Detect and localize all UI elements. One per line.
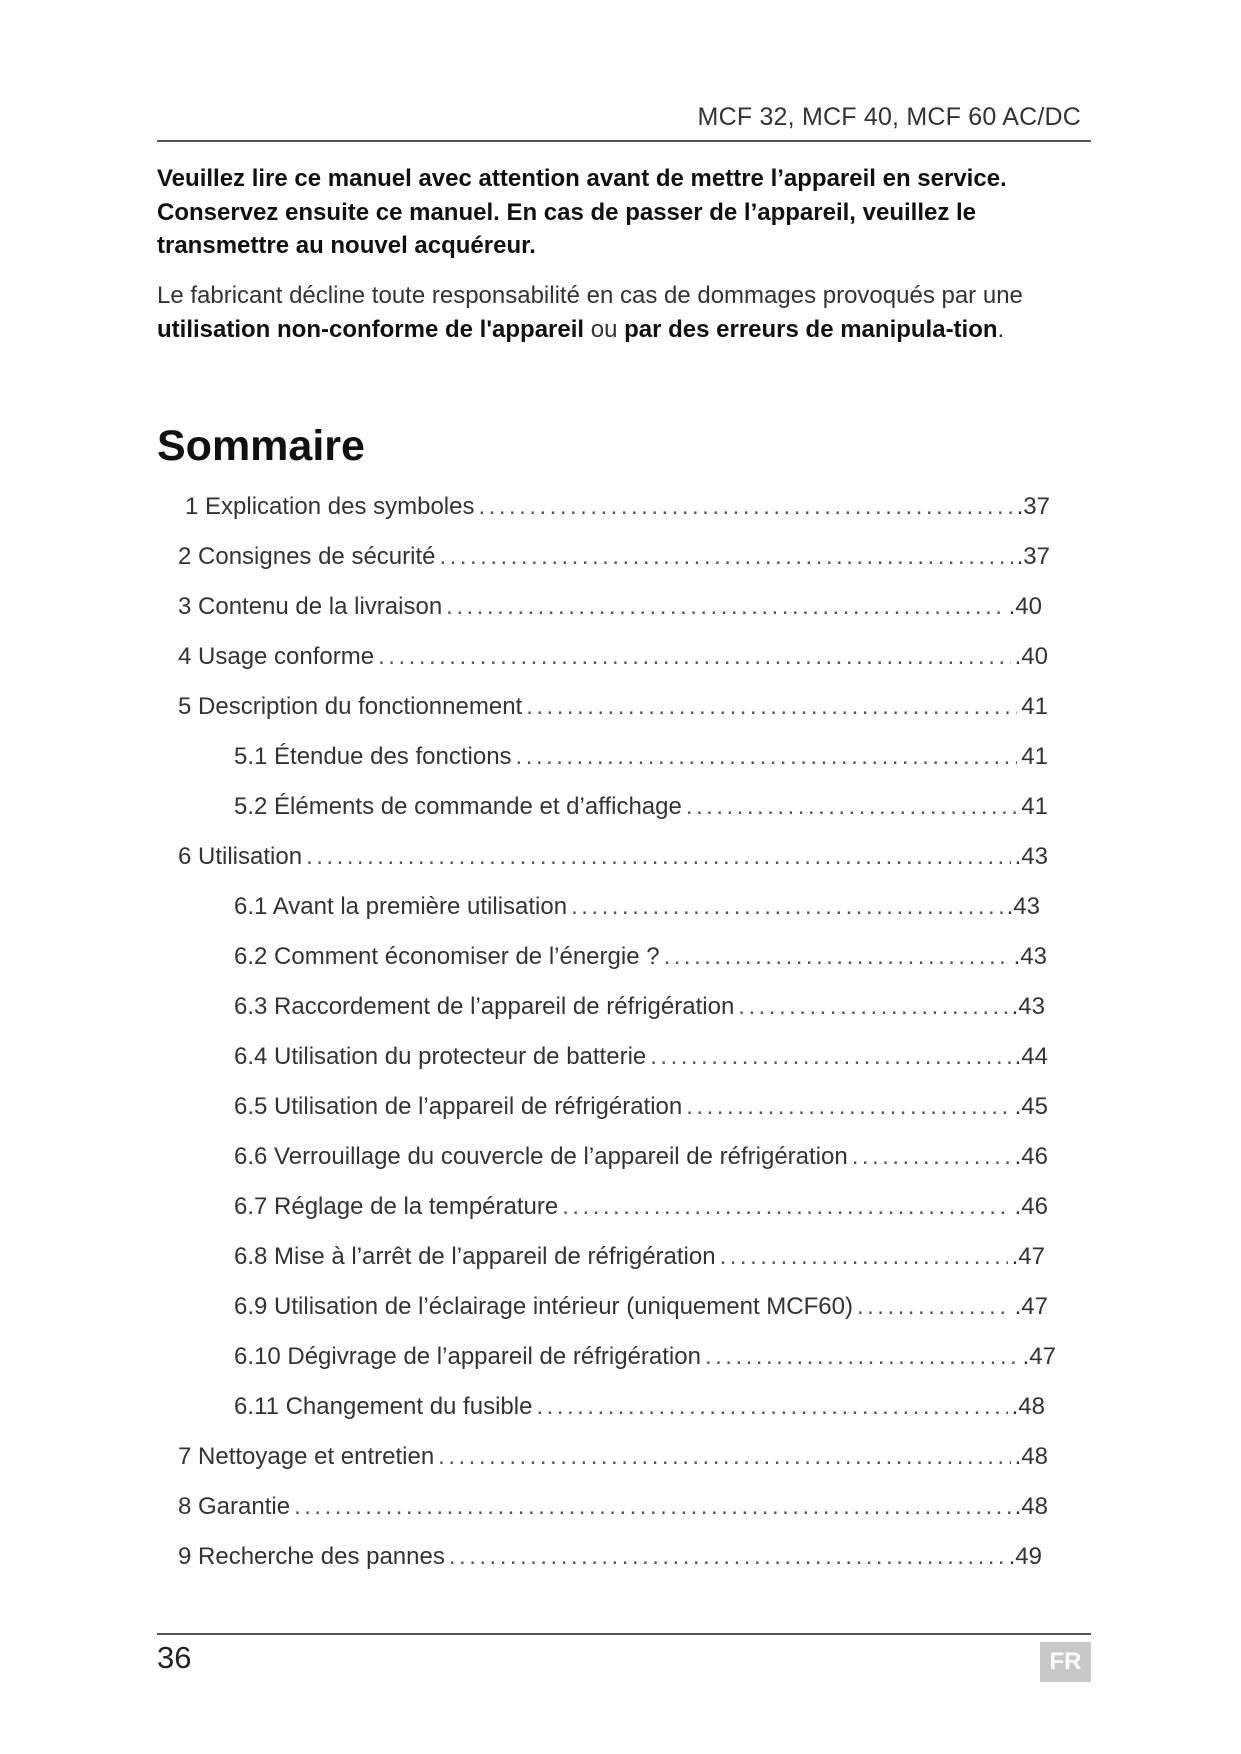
toc-leader-dots: [664, 940, 1010, 974]
toc-entry-page: .49: [1008, 1543, 1042, 1570]
toc-entry-page: 41: [1021, 693, 1048, 720]
toc-leader-dots: [562, 1190, 1010, 1224]
toc-entry-page: .46: [1014, 1193, 1048, 1220]
toc-leader-dots: [852, 1140, 1011, 1174]
toc-entry[interactable]: [178, 1440, 1048, 1474]
footer-divider: [157, 1633, 1091, 1635]
toc-leader-dots: [478, 490, 1012, 524]
disclaimer-bold-1: utilisation non-conforme de l'appareil: [157, 315, 585, 343]
toc-entry-page: .43: [1011, 993, 1045, 1020]
toc-entry-label: 3 Contenu de la livraison: [178, 593, 443, 620]
toc-leader-dots: [720, 1240, 1008, 1274]
toc-entry[interactable]: [178, 1490, 1048, 1524]
toc-entry[interactable]: [234, 740, 1048, 774]
toc-entry-page: .37: [1016, 543, 1050, 570]
toc-entry-page: .45: [1014, 1093, 1048, 1120]
toc-entry-page: .46: [1014, 1143, 1048, 1170]
toc-entry-page: .43: [1013, 943, 1047, 970]
toc-entry-label: 6.3 Raccordement de l’appareil de réfrigération: [234, 993, 735, 1020]
toc-entry[interactable]: [234, 1040, 1048, 1074]
document-header-title: MCF 32, MCF 40, MCF 60 AC/DC: [697, 103, 1081, 131]
toc-entry[interactable]: [178, 690, 1048, 724]
toc-entry[interactable]: [178, 540, 1050, 574]
toc-entry[interactable]: [234, 1390, 1045, 1424]
toc-entry-page: .43: [1006, 893, 1040, 920]
toc-entry[interactable]: [234, 1290, 1048, 1324]
toc-entry[interactable]: [234, 1190, 1048, 1224]
toc-entry-label: 6.4 Utilisation du protecteur de batterie: [234, 1043, 647, 1070]
toc-entry-label: 6.8 Mise à l’arrêt de l’appareil de réfrigération: [234, 1243, 716, 1270]
toc-entry[interactable]: [234, 890, 1040, 924]
toc-leader-dots: [857, 1290, 1011, 1324]
toc-leader-dots: [449, 1540, 1005, 1574]
toc-entry[interactable]: [234, 1240, 1045, 1274]
page-number: 36: [157, 1640, 192, 1675]
toc-entry-label: 6.11 Changement du fusible: [234, 1393, 533, 1420]
toc-entry-page: .48: [1014, 1493, 1048, 1520]
toc-entry[interactable]: [234, 1340, 1056, 1374]
toc-entry-label: 6.10 Dégivrage de l’appareil de réfrigération: [234, 1343, 701, 1370]
toc-entry-label: 6.9 Utilisation de l’éclairage intérieur (uniquement MCF60): [234, 1293, 853, 1320]
toc-entry-label: 1 Explication des symboles: [185, 493, 475, 520]
toc-entry-page: .47: [1011, 1243, 1045, 1270]
disclaimer-text-1: Le fabricant décline toute responsabilité en cas de dommages provoqués par une: [157, 282, 1023, 309]
toc-entry-page: 41: [1021, 793, 1048, 820]
toc-leader-dots: [306, 840, 1011, 874]
toc-entry-label: 5 Description du fonctionnement: [178, 693, 523, 720]
liability-disclaimer: [157, 279, 1097, 346]
header-divider: [157, 140, 1091, 142]
toc-entry[interactable]: [178, 590, 1042, 624]
toc-entry-label: 2 Consignes de sécurité: [178, 543, 436, 570]
toc-leader-dots: [536, 1390, 1007, 1424]
disclaimer-text-2: ou: [584, 315, 625, 343]
toc-entry-page: .44: [1014, 1043, 1048, 1070]
toc-entry[interactable]: [185, 490, 1050, 524]
toc-entry-label: 4 Usage conforme: [178, 643, 375, 670]
toc-entry-label: 6.2 Comment économiser de l’énergie ?: [234, 943, 660, 970]
toc-leader-dots: [378, 640, 1011, 674]
toc-entry-page: .48: [1014, 1443, 1048, 1470]
toc-entry[interactable]: [178, 1540, 1042, 1574]
toc-entry-page: .37: [1016, 493, 1050, 520]
toc-entry-label: 6.6 Verrouillage du couvercle de l’appareil de réfrigération: [234, 1143, 848, 1170]
toc-leader-dots: [438, 1440, 1010, 1474]
disclaimer-bold-2: par des erreurs de manipula-tion: [624, 315, 998, 343]
toc-entry-label: 8 Garantie: [178, 1493, 291, 1520]
toc-leader-dots: [686, 790, 1017, 824]
toc-entry[interactable]: [234, 1090, 1048, 1124]
toc-entry-page: .40: [1014, 643, 1048, 670]
disclaimer-text-3: .: [997, 315, 1005, 343]
toc-entry-page: 41: [1021, 743, 1048, 770]
toc-entry-label: 6 Utilisation: [178, 843, 303, 870]
toc-entry-page: .47: [1014, 1293, 1048, 1320]
language-badge: FR: [1040, 1642, 1091, 1682]
toc-entry-label: 9 Recherche des pannes: [178, 1543, 445, 1570]
toc-entry-label: 6.5 Utilisation de l’appareil de réfrigération: [234, 1093, 683, 1120]
toc-leader-dots: [738, 990, 1007, 1024]
toc-leader-dots: [294, 1490, 1011, 1524]
toc-entry-label: 6.7 Réglage de la température: [234, 1193, 559, 1220]
toc-leader-dots: [571, 890, 1003, 924]
toc-leader-dots: [446, 590, 1004, 624]
toc-entry-page: .43: [1014, 843, 1048, 870]
toc-heading: Sommaire: [157, 422, 365, 470]
toc-entry[interactable]: [234, 790, 1048, 824]
toc-leader-dots: [705, 1340, 1019, 1374]
toc-leader-dots: [439, 540, 1012, 574]
toc-leader-dots: [516, 740, 1018, 774]
toc-entry-page: .40: [1008, 593, 1042, 620]
toc-entry[interactable]: [234, 940, 1047, 974]
toc-entry-label: 5.2 Éléments de commande et d’affichage: [234, 793, 682, 820]
toc-entry-page: .48: [1011, 1393, 1045, 1420]
toc-entry-label: 6.1 Avant la première utilisation: [234, 893, 568, 920]
toc-entry[interactable]: [234, 990, 1045, 1024]
toc-leader-dots: [686, 1090, 1010, 1124]
toc-entry-label: 7 Nettoyage et entretien: [178, 1443, 435, 1470]
toc-entry-page: .47: [1022, 1343, 1056, 1370]
toc-entry[interactable]: [234, 1140, 1048, 1174]
warning-notice: Veuillez lire ce manuel avec attention avant de mettre l’appareil en service. Conservez ensuite ce manuel. En cas de passer de l’appareil, veuillez le transmettre au nouvel acquéreur.: [157, 165, 1007, 259]
toc-leader-dots: [526, 690, 1017, 724]
toc-entry[interactable]: [178, 840, 1048, 874]
toc-leader-dots: [650, 1040, 1010, 1074]
toc-entry-label: 5.1 Étendue des fonctions: [234, 743, 512, 770]
toc-entry[interactable]: [178, 640, 1048, 674]
